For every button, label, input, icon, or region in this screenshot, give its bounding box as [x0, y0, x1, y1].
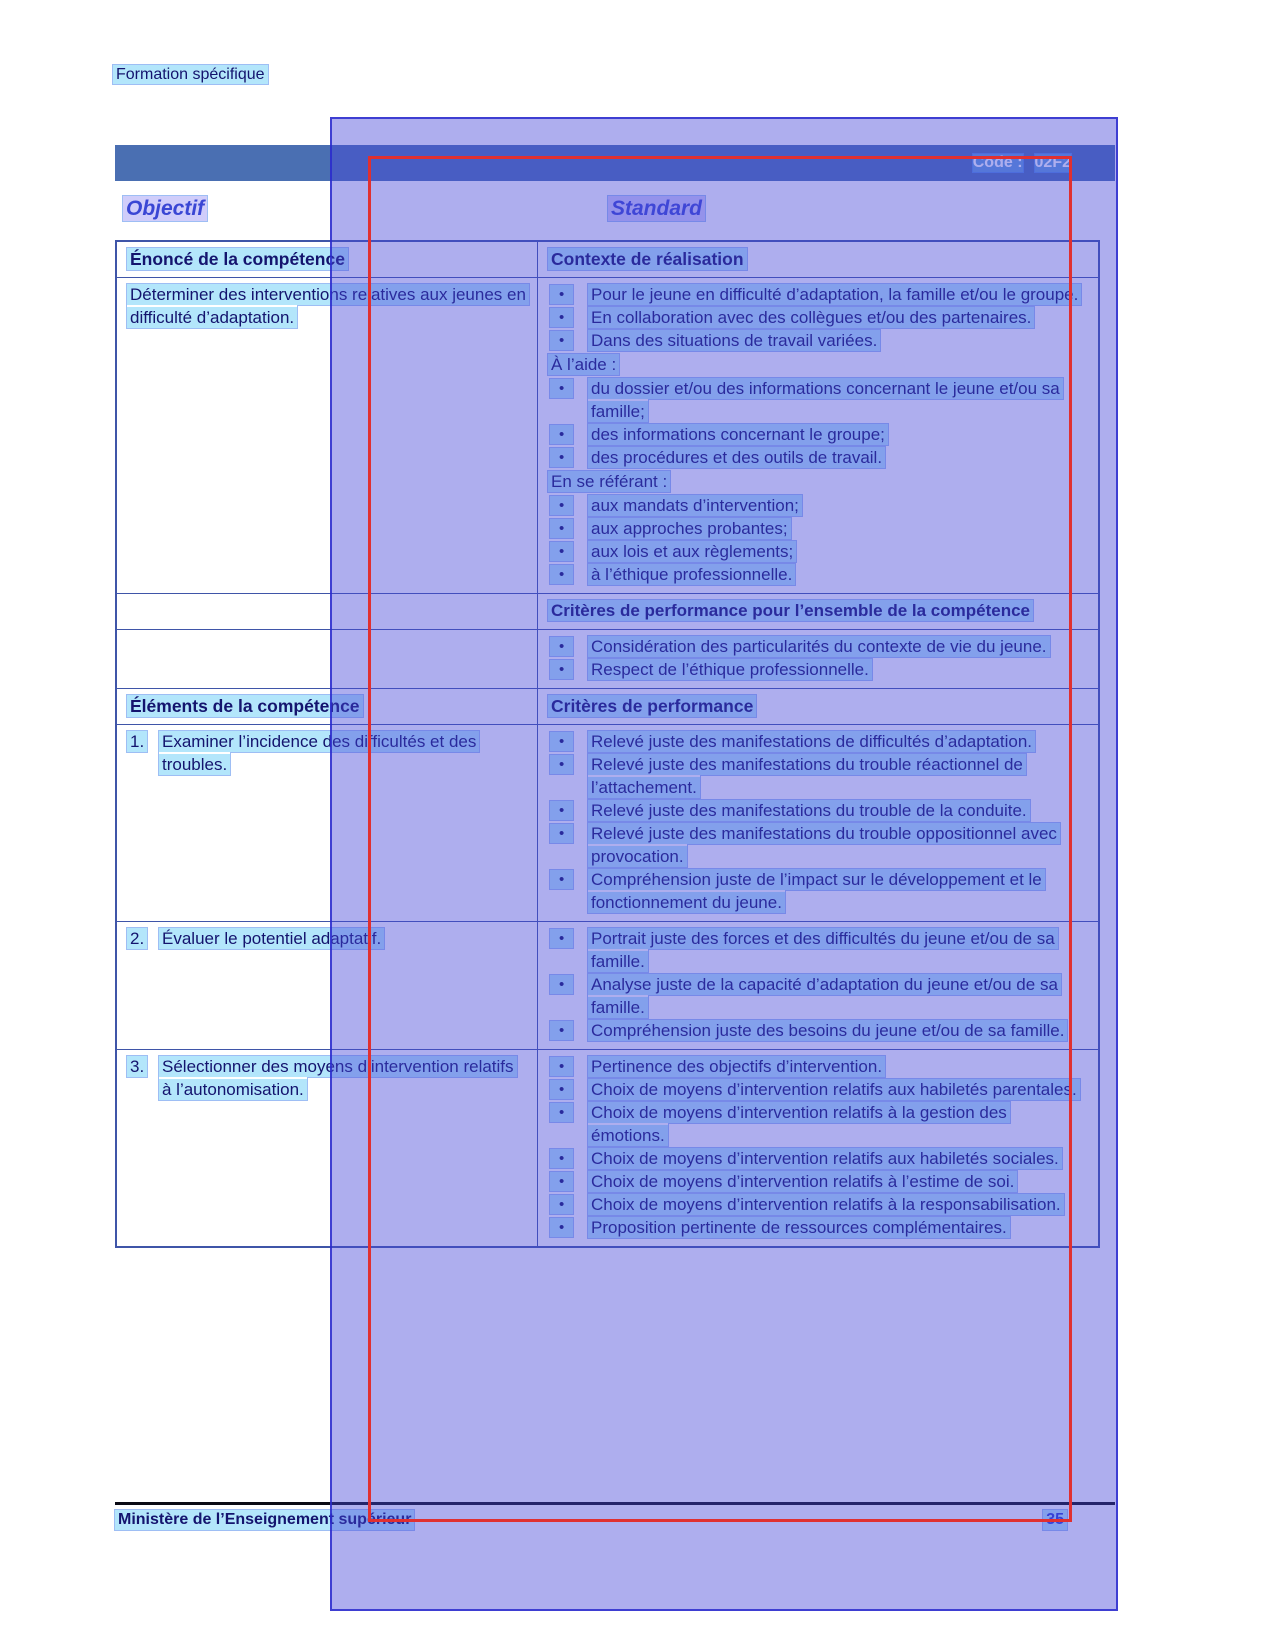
- bullet-list: [548, 494, 1088, 586]
- bullet-icon: •: [548, 329, 588, 352]
- criteres-ensemble-title: Critères de performance pour l’ensemble de la compétence: [548, 600, 1033, 621]
- row-element-3: [117, 1049, 1098, 1246]
- section-label: [113, 66, 268, 84]
- element-3-criteria-cell: [537, 1050, 1098, 1246]
- list-item-text: des informations concernant le groupe;: [588, 424, 888, 445]
- element-number: 1.: [127, 730, 159, 776]
- bullet-icon: •: [548, 822, 588, 845]
- footer: [115, 1510, 1115, 1530]
- bullet-icon: •: [548, 1101, 588, 1124]
- list-item: [548, 329, 1088, 352]
- bullet-icon: •: [548, 540, 588, 563]
- list-item-text: Relevé juste des manifestations du trouble de la conduite.: [588, 800, 1030, 821]
- enonce-text: Déterminer des interventions relatives aux jeunes en difficulté d’adaptation.: [127, 284, 529, 328]
- list-item: [548, 753, 1088, 799]
- bullet-icon: •: [548, 1193, 588, 1216]
- list-item: [548, 822, 1088, 868]
- bullet-list: [548, 283, 1088, 352]
- list-item: [548, 306, 1088, 329]
- enonce-cell: [117, 278, 537, 593]
- element-item: [127, 730, 527, 776]
- bullet-icon: •: [548, 446, 588, 469]
- list-item-text: Compréhension juste de l’impact sur le développement et le fonctionnement du jeune.: [588, 869, 1045, 913]
- bullet-icon: •: [548, 377, 588, 400]
- list-item: [548, 1193, 1088, 1216]
- element-item: [127, 1055, 527, 1101]
- list-item: [548, 868, 1088, 914]
- list-item: [548, 446, 1088, 469]
- list-item-text: Relevé juste des manifestations de difficultés d’adaptation.: [588, 731, 1035, 752]
- page-number: 35: [1043, 1510, 1067, 1530]
- bullet-icon: •: [548, 1216, 588, 1239]
- list-item-text: aux approches probantes;: [588, 518, 791, 539]
- code-value: 02F2: [1034, 154, 1071, 171]
- element-1-cell: [117, 725, 537, 921]
- title-bar: [115, 145, 1115, 181]
- list-item: [548, 635, 1088, 658]
- bullet-icon: •: [548, 306, 588, 329]
- bullet-icon: •: [548, 283, 588, 306]
- bullet-list: [548, 730, 1088, 914]
- table-header-row-1: [117, 242, 1098, 277]
- row-element-2: [117, 921, 1098, 1049]
- bullet-icon: •: [548, 563, 588, 586]
- bullet-icon: •: [548, 494, 588, 517]
- list-item-text: Proposition pertinente de ressources complémentaires.: [588, 1217, 1010, 1238]
- list-item-text: Compréhension juste des besoins du jeune et/ou de sa famille.: [588, 1020, 1067, 1041]
- bullet-icon: •: [548, 730, 588, 753]
- header-elements: Éléments de la compétence: [117, 689, 537, 724]
- element-label: Évaluer le potentiel adaptatif.: [159, 928, 384, 949]
- element-2-cell: [117, 922, 537, 1049]
- list-item-text: Analyse juste de la capacité d’adaptation du jeune et/ou de sa famille.: [588, 974, 1061, 1018]
- list-item-text: Choix de moyens d’intervention relatifs à la responsabilisation.: [588, 1194, 1064, 1215]
- list-item-text: Dans des situations de travail variées.: [588, 330, 880, 351]
- list-item: [548, 423, 1088, 446]
- referant-label: En se référant :: [548, 469, 1088, 494]
- bullet-list: [548, 377, 1088, 469]
- row-criteres-ensemble-title: [117, 593, 1098, 629]
- heading-objectif: Objectif: [123, 197, 207, 221]
- list-item: [548, 927, 1088, 973]
- list-item-text: En collaboration avec des collègues et/ou des partenaires.: [588, 307, 1034, 328]
- list-item: [548, 494, 1088, 517]
- list-item-text: Choix de moyens d’intervention relatifs à l’estime de soi.: [588, 1171, 1017, 1192]
- list-item-text: Choix de moyens d’intervention relatifs à la gestion des émotions.: [588, 1102, 1010, 1146]
- table-header-row-2: [117, 688, 1098, 724]
- list-item: [548, 1101, 1088, 1147]
- list-item-text: Choix de moyens d’intervention relatifs aux habiletés parentales.: [588, 1079, 1080, 1100]
- element-1-criteria-cell: [537, 725, 1098, 921]
- list-item-text: Relevé juste des manifestations du trouble oppositionnel avec provocation.: [588, 823, 1060, 867]
- contexte-cell: [537, 278, 1098, 593]
- list-item: [548, 1078, 1088, 1101]
- header-criteres: Critères de performance: [537, 689, 1098, 724]
- list-item: [548, 1019, 1088, 1042]
- bullet-icon: •: [548, 753, 588, 776]
- list-item: [548, 1216, 1088, 1239]
- aide-label: À l’aide :: [548, 352, 1088, 377]
- bullet-icon: •: [548, 517, 588, 540]
- element-2-criteria-cell: [537, 922, 1098, 1049]
- row-element-1: [117, 724, 1098, 921]
- list-item-text: aux lois et aux règlements;: [588, 541, 796, 562]
- section-label-text: Formation spécifique: [113, 65, 268, 84]
- list-item: [548, 283, 1088, 306]
- bullet-icon: •: [548, 973, 588, 996]
- row-enonce-contexte: [117, 277, 1098, 593]
- bullet-icon: •: [548, 868, 588, 891]
- bullet-icon: •: [548, 1019, 588, 1042]
- bullet-icon: •: [548, 635, 588, 658]
- criteres-ensemble-title-cell: [537, 594, 1098, 629]
- list-item-text: Considération des particularités du contexte de vie du jeune.: [588, 636, 1050, 657]
- list-item: [548, 1055, 1088, 1078]
- bullet-list: [548, 1055, 1088, 1239]
- list-item: [548, 540, 1088, 563]
- element-3-cell: [117, 1050, 537, 1246]
- list-item: [548, 1170, 1088, 1193]
- list-item-text: Pour le jeune en difficulté d’adaptation, la famille et/ou le groupe.: [588, 284, 1081, 305]
- element-label: Examiner l’incidence des difficultés et des troubles.: [159, 731, 479, 775]
- list-item-text: Pertinence des objectifs d’intervention.: [588, 1056, 885, 1077]
- bullet-list: [548, 927, 1088, 1042]
- list-item-text: Respect de l’éthique professionnelle.: [588, 659, 872, 680]
- empty-cell: [117, 594, 537, 629]
- bullet-icon: •: [548, 1078, 588, 1101]
- bullet-list: [548, 635, 1088, 681]
- bullet-icon: •: [548, 1170, 588, 1193]
- list-item: [548, 730, 1088, 753]
- bullet-icon: •: [548, 658, 588, 681]
- code-label: Code :: [972, 154, 1023, 171]
- bullet-icon: •: [548, 1147, 588, 1170]
- list-item: [548, 658, 1088, 681]
- list-item-text: Portrait juste des forces et des difficultés du jeune et/ou de sa famille.: [588, 928, 1058, 972]
- list-item-text: du dossier et/ou des informations concernant le jeune et/ou sa famille;: [588, 378, 1063, 422]
- list-item-text: aux mandats d’intervention;: [588, 495, 802, 516]
- row-criteres-ensemble: [117, 629, 1098, 688]
- element-item: [127, 927, 527, 950]
- list-item: [548, 563, 1088, 586]
- list-item: [548, 799, 1088, 822]
- bullet-icon: •: [548, 927, 588, 950]
- list-item: [548, 1147, 1088, 1170]
- list-item-text: Relevé juste des manifestations du trouble réactionnel de l’attachement.: [588, 754, 1026, 798]
- list-item: [548, 377, 1088, 423]
- bullet-icon: •: [548, 423, 588, 446]
- element-label: Sélectionner des moyens d’intervention relatifs à l’autonomisation.: [159, 1056, 517, 1100]
- bullet-icon: •: [548, 799, 588, 822]
- empty-cell: [117, 630, 537, 688]
- competence-table: [115, 240, 1100, 1248]
- criteres-ensemble-cell: [537, 630, 1098, 688]
- element-number: 3.: [127, 1055, 159, 1101]
- list-item-text: Choix de moyens d’intervention relatifs aux habiletés sociales.: [588, 1148, 1062, 1169]
- footer-divider: [115, 1502, 1115, 1505]
- header-contexte: Contexte de réalisation: [537, 242, 1098, 277]
- footer-ministry: Ministère de l’Enseignement supérieur: [115, 1510, 414, 1530]
- list-item: [548, 973, 1088, 1019]
- element-number: 2.: [127, 927, 159, 950]
- header-enonce: Énoncé de la compétence: [117, 242, 537, 277]
- bullet-icon: •: [548, 1055, 588, 1078]
- list-item-text: à l’éthique professionnelle.: [588, 564, 795, 585]
- list-item: [548, 517, 1088, 540]
- list-item-text: des procédures et des outils de travail.: [588, 447, 885, 468]
- heading-standard: Standard: [608, 197, 705, 221]
